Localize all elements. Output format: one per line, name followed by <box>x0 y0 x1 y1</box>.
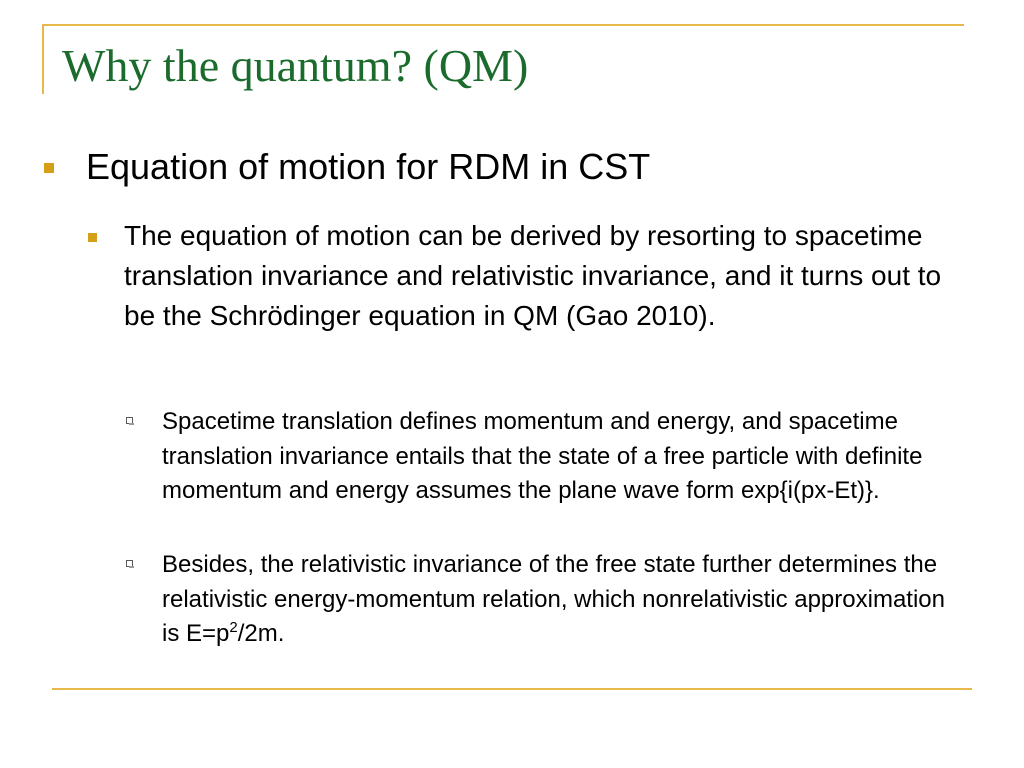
bullet-text: The equation of motion can be derived by resorting to spacetime translation invariance and relativistic invariance, and it turns out to be the Schrödinger equation in QM (Gao 2010). <box>124 220 942 331</box>
slide-title: Why the quantum? (QM) <box>62 40 529 91</box>
square-bullet-icon <box>88 233 97 242</box>
text-segment: Besides, the relativistic invariance of the free state further determines the relativistic energy-momentum relation, which nonrelativistic approximation is E=p <box>162 551 945 647</box>
superscript: 2 <box>229 619 238 636</box>
bullet-text: Equation of motion for RDM in CST <box>86 146 651 187</box>
hollow-square-bullet-icon <box>126 417 133 424</box>
hollow-square-bullet-icon <box>126 560 133 567</box>
frame-left-line <box>42 24 44 94</box>
frame-top-line <box>42 24 964 26</box>
bullet-text <box>162 548 962 652</box>
bullet-text: Spacetime translation defines momentum and energy, and spacetime translation invariance entails that the state of a free particle with definite momentum and energy assumes the plane wave form exp{i(px-Et)}. <box>162 408 923 504</box>
square-bullet-icon <box>44 163 54 173</box>
frame-bottom-line <box>52 688 972 690</box>
text-segment: /2m. <box>237 620 285 647</box>
